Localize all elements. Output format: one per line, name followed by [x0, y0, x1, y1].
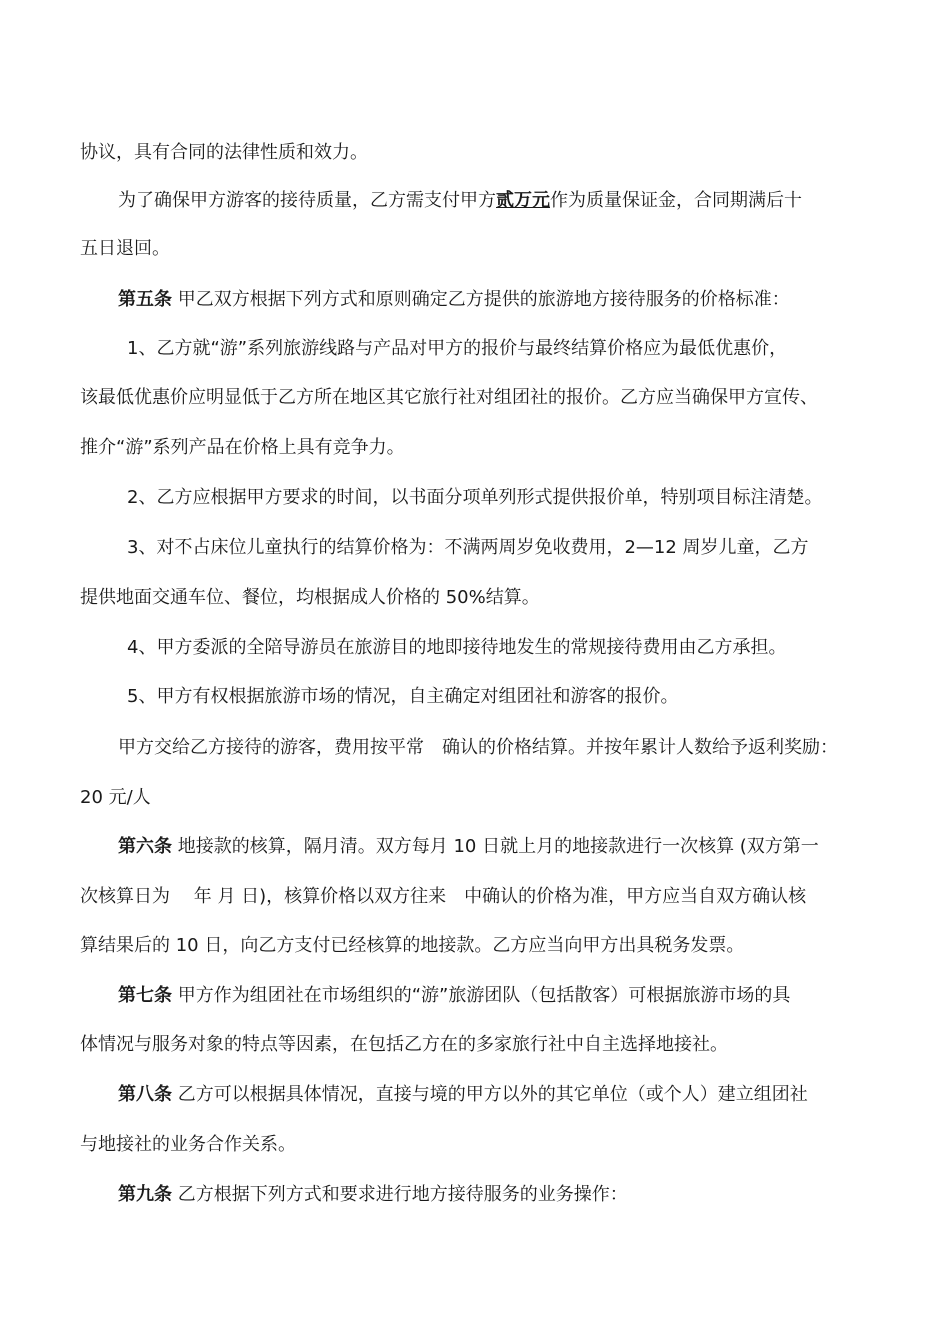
paragraph-line: [118, 189, 918, 213]
list-item-1-line: [80, 436, 880, 460]
text-run: 体情况与服务对象的特点等因素，在包括乙方在的多家旅行社中自主选择地接社。: [80, 1034, 728, 1055]
text-run: 20 元/人: [80, 787, 151, 808]
paragraph-line: [80, 885, 880, 909]
list-item-1-line: [127, 337, 927, 361]
text-run: 推介“游”系列产品在价格上具有竞争力。: [80, 437, 405, 458]
text-run: 乙方可以根据具体情况，直接与境的甲方以外的其它单位（或个人）建立组团社: [172, 1084, 808, 1105]
text-run: 甲乙双方根据下列方式和原则确定乙方提供的旅游地方接待服务的价格标准：: [172, 289, 790, 310]
list-item-2-line: [127, 486, 927, 510]
text-run: 五日退回。: [80, 238, 170, 259]
text-run: 2、乙方应根据甲方要求的时间，以书面分项单列形式提供报价单，特别项目标注清楚。: [127, 487, 823, 508]
text-run: 4、甲方委派的全陪导游员在旅游目的地即接待地发生的常规接待费用由乙方承担。: [127, 637, 787, 658]
article-number: 第五条: [118, 289, 172, 310]
list-item-3-line: [127, 536, 927, 560]
article-number: 第七条: [118, 985, 172, 1006]
article-7-heading-line: [118, 984, 918, 1008]
text-run: 协议，具有合同的法律性质和效力。: [80, 142, 368, 163]
text-run: 地接款的核算，隔月清。双方每月 10 日就上月的地接款进行一次核算 (双方第一: [172, 836, 819, 857]
article-number: 第六条: [118, 836, 172, 857]
paragraph-line: [80, 934, 880, 958]
article-8-heading-line: [118, 1083, 918, 1107]
article-5-heading-line: [118, 288, 918, 312]
paragraph-line: [80, 141, 880, 165]
text-run: 该最低优惠价应明显低于乙方所在地区其它旅行社对组团社的报价。乙方应当确保甲方宣传、: [80, 387, 818, 408]
paragraph-line: [80, 1133, 880, 1157]
article-9-heading-line: [118, 1183, 918, 1207]
text-run: 算结果后的 10 日，向乙方支付已经核算的地接款。乙方应当向甲方出具税务发票。: [80, 935, 745, 956]
list-item-4-line: [127, 636, 927, 660]
text-run: 甲方作为组团社在市场组织的“游”旅游团队（包括散客）可根据旅游市场的具: [172, 985, 791, 1006]
article-number: 第九条: [118, 1184, 172, 1205]
paragraph-line: [80, 237, 880, 261]
paragraph-line: [80, 786, 880, 810]
text-run: 提供地面交通车位、餐位，均根据成人价格的 50%结算。: [80, 587, 540, 608]
list-item-1-line: [80, 386, 880, 410]
text-run: 次核算日为 年 月 日)，核算价格以双方往来 中确认的价格为准，甲方应当自双方确认核: [80, 886, 807, 907]
text-run: 为了确保甲方游客的接待质量，乙方需支付甲方: [118, 190, 496, 211]
paragraph-line: [118, 736, 918, 760]
article-number: 第八条: [118, 1084, 172, 1105]
text-run: 作为质量保证金，合同期满后十: [550, 190, 802, 211]
text-run: 5、甲方有权根据旅游市场的情况，自主确定对组团社和游客的报价。: [127, 686, 679, 707]
list-item-3-line: [80, 586, 880, 610]
text-run: 3、对不占床位儿童执行的结算价格为：不满两周岁免收费用，2—12 周岁儿童，乙方: [127, 537, 809, 558]
text-run: 1、乙方就“游”系列旅游线路与产品对甲方的报价与最终结算价格应为最低优惠价，: [127, 338, 788, 359]
list-item-5-line: [127, 685, 927, 709]
deposit-amount: 贰万元: [496, 190, 550, 211]
paragraph-line: [80, 1033, 880, 1057]
text-run: 与地接社的业务合作关系。: [80, 1134, 296, 1155]
text-run: 甲方交给乙方接待的游客，费用按平常 确认的价格结算。并按年累计人数给予返利奖励：: [118, 737, 838, 758]
text-run: 乙方根据下列方式和要求进行地方接待服务的业务操作：: [172, 1184, 628, 1205]
article-6-heading-line: [118, 835, 918, 859]
